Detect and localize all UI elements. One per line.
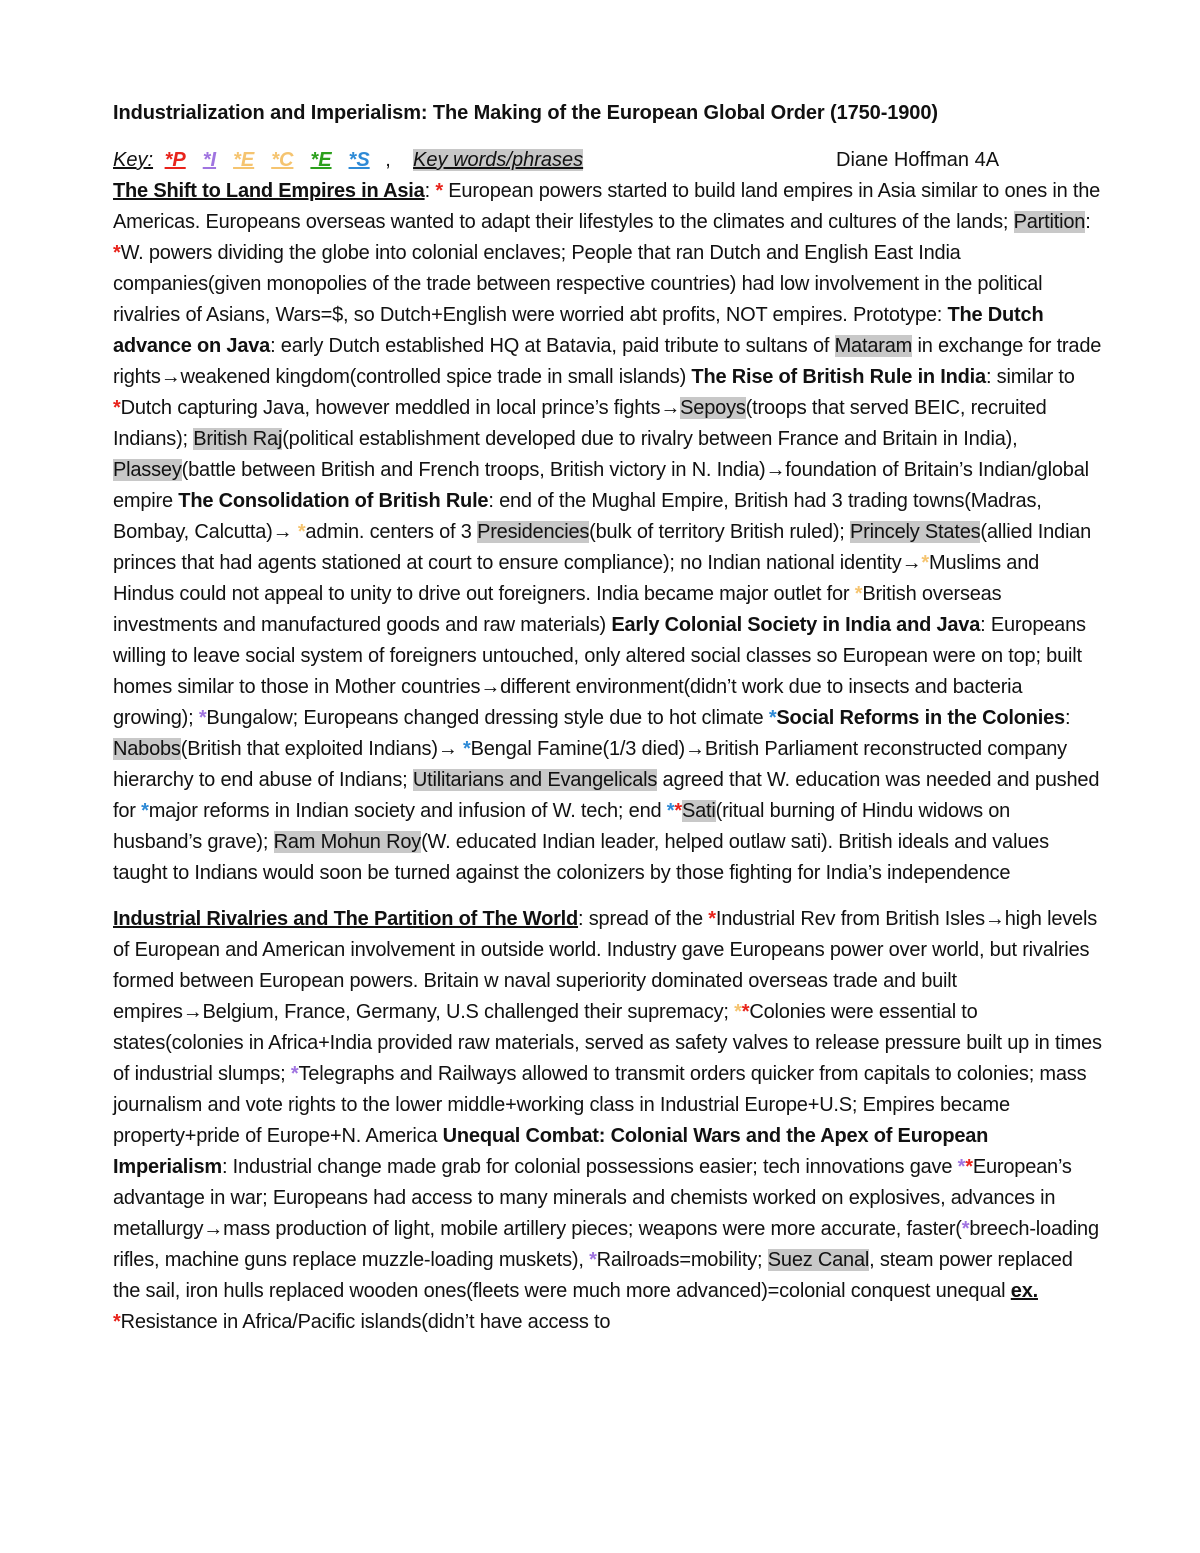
text-run: Bungalow; Europeans changed dressing style due to hot climate — [206, 707, 769, 729]
key-separator: , — [385, 149, 391, 171]
category-marker: * — [708, 908, 716, 930]
text-run: (British that exploited Indians) — [180, 738, 438, 760]
text-run: : — [424, 180, 436, 202]
text-run: : Europeans willing to leave social system of foreigners untouched, only altered social classes so European were on top; built homes similar to those in Mother countries — [113, 614, 1086, 698]
text-run: agreed that W. education was needed and pushed for — [113, 769, 1100, 822]
key-marker: *I — [202, 149, 217, 171]
category-marker: * — [965, 1156, 973, 1178]
key-marker: *E — [233, 149, 255, 171]
key-term: Ram Mohun Roy — [273, 831, 422, 853]
color-key-line — [113, 145, 1102, 176]
category-marker: * — [290, 1063, 299, 1085]
key-term: British Raj — [193, 428, 283, 450]
text-run: in exchange for trade rights — [113, 335, 1102, 388]
key-term: Partition — [1013, 211, 1086, 233]
text-run: : — [1064, 707, 1071, 729]
text-run: European powers started to build land empires in Asia similar to ones in the Americas. Europeans overseas wanted to adapt their lifestyles to the climates and cultures of the lands; — [113, 180, 1101, 233]
text-run: foundation of Britain’s Indian/global empire — [113, 459, 1089, 512]
notes-paragraph — [113, 904, 1102, 1338]
arrow-icon: → — [660, 397, 681, 419]
document-title: Industrialization and Imperialism: The Making of the European Global Order (1750-1900) — [113, 102, 938, 124]
category-marker: * — [113, 1311, 121, 1333]
subheading: Unequal Combat: Colonial Wars and the Apex of European Imperialism — [113, 1125, 989, 1178]
key-marker: *C — [271, 149, 294, 171]
key-term: Presidencies — [477, 521, 590, 543]
arrow-icon: → — [203, 1218, 224, 1240]
text-run: : Industrial change made grab for colonial possessions easier; tech innovations gave — [221, 1156, 958, 1178]
text-run: (battle between British and French troops, British victory in N. India) — [181, 459, 766, 481]
key-term: Utilitarians and Evangelicals — [412, 769, 658, 791]
arrow-icon: → — [480, 676, 501, 698]
category-marker: * — [961, 1218, 970, 1240]
text-run: (troops that served BEIC, recruited Indians); — [113, 397, 1047, 450]
author-name: Diane Hoffman 4A — [836, 149, 1000, 171]
key-term: Plassey — [113, 459, 182, 481]
category-marker: * — [854, 583, 863, 605]
key-marker: *E — [310, 149, 332, 171]
text-run: : spread of the — [578, 908, 709, 930]
key-term: Nabobs — [113, 738, 181, 760]
key-markers — [159, 149, 370, 171]
category-marker: * — [666, 800, 675, 822]
category-marker: * — [141, 800, 149, 822]
key-term: Mataram — [834, 335, 913, 357]
key-label: Key: — [113, 149, 154, 171]
text-run: Belgium, France, Germany, U.S challenged their supremacy; — [202, 1001, 735, 1023]
subheading: Early Colonial Society in India and Java — [611, 614, 981, 636]
arrow-icon: → — [765, 459, 786, 481]
section-heading: The Shift to Land Empires in Asia — [113, 180, 425, 202]
text-run: British Parliament reconstructed company hierarchy to end abuse of Indians; — [113, 738, 1067, 791]
key-marker: *P — [164, 149, 186, 171]
notes-paragraph — [113, 176, 1102, 889]
notes-body — [113, 176, 1102, 1338]
category-marker: * — [734, 1001, 742, 1023]
subheading: The Rise of British Rule in India — [691, 366, 986, 388]
category-marker: * — [589, 1249, 597, 1271]
category-marker: * — [741, 1001, 750, 1023]
text-run: Industrial Rev from British Isles — [715, 908, 985, 930]
text-run: Muslims and Hindus could not appeal to unity to drive out foreigners. India became major outlet for — [113, 552, 1040, 605]
subheading: Social Reforms in the Colonies — [776, 707, 1065, 729]
text-run: (W. educated Indian leader, helped outlaw sati). British ideals and values taught to Indians would soon be turned against the colonizers by those fighting for India’s independence — [113, 831, 1049, 884]
category-marker: * — [674, 800, 682, 822]
category-marker: * — [768, 707, 777, 729]
text-run: Dutch capturing Java, however meddled in local prince’s fights — [120, 397, 661, 419]
category-marker: * — [463, 738, 471, 760]
text-run: mass production of light, mobile artillery pieces; weapons were more accurate, faster( — [223, 1218, 962, 1240]
text-run: : similar to — [985, 366, 1075, 388]
arrow-icon: → — [901, 552, 922, 574]
arrow-icon: → — [272, 521, 293, 543]
subheading: The Consolidation of British Rule — [178, 490, 489, 512]
arrow-icon: → — [160, 366, 181, 388]
category-marker: * — [435, 180, 443, 202]
text-run: Railroads=mobility; — [596, 1249, 768, 1271]
text-run: : end of the Mughal Empire, British had 3 trading towns(Madras, Bombay, Calcutta) — [113, 490, 1042, 543]
text-run: admin. centers of 3 — [305, 521, 478, 543]
category-marker: * — [297, 521, 306, 543]
text-run: : early Dutch established HQ at Batavia, paid tribute to sultans of — [270, 335, 835, 357]
arrow-icon: → — [685, 738, 705, 760]
key-marker: *S — [348, 149, 370, 171]
key-term: Sepoys — [680, 397, 746, 419]
text-run: British overseas investments and manufactured goods and raw materials) — [113, 583, 1002, 636]
text-run: Colonies were essential to states(colonies in Africa+India provided raw materials, served as safety valves to release pressure built up in times of industrial slumps; — [113, 1001, 1102, 1085]
category-marker: * — [198, 707, 207, 729]
text-run: , steam power replaced the sail, iron hulls replaced wooden ones(fleets were much more advanced)=colonial conquest unequal — [113, 1249, 1073, 1302]
text-run: W. powers dividing the globe into colonial enclaves; People that ran Dutch and English East India companies(given monopolies of the trade between respective countries) had low involvement in the political rivalries of Asians, Wars=$, so Dutch+English were worried abt profits, NOT empires. Prototype: — [113, 242, 1043, 326]
text-run: (ritual burning of Hindu widows on husband’s grave); — [113, 800, 1011, 853]
text-run: different environment(didn’t work due to insects and bacteria growing); — [113, 676, 1023, 729]
category-marker: * — [113, 397, 121, 419]
arrow-icon: → — [984, 908, 1005, 930]
key-term: Sati — [681, 800, 716, 822]
text-run: : — [1085, 211, 1091, 233]
keywords-legend: Key words/phrases — [413, 149, 584, 171]
text-run: breech-loading rifles, machine guns replace muzzle-loading muskets), — [113, 1218, 1099, 1271]
text-run: weakened kingdom(controlled spice trade in small islands) — [180, 366, 692, 388]
text-run: Bengal Famine(1/3 died) — [470, 738, 686, 760]
text-run: European’s advantage in war; Europeans had access to many minerals and chemists worked on explosives, advances in metallurgy — [113, 1156, 1072, 1240]
category-marker: * — [113, 242, 121, 264]
section-heading: ex. — [1010, 1280, 1038, 1302]
arrow-icon: → — [437, 738, 458, 760]
text-run: (political establishment developed due to rivalry between France and Britain in India), — [282, 428, 1018, 450]
category-marker: * — [921, 552, 929, 574]
text-run: Resistance in Africa/Pacific islands(didn’t have access to — [120, 1311, 611, 1333]
key-term: Princely States — [850, 521, 981, 543]
arrow-icon: → — [182, 1001, 203, 1023]
text-run: high levels of European and American involvement in outside world. Industry gave Europeans power over world, but rivalries formed between European powers. Britain w naval superiority dominated overseas trade and built empires — [113, 908, 1098, 1023]
text-run: (allied Indian princes that had agents stationed at court to ensure compliance); no Indian national identity — [113, 521, 1092, 574]
category-marker: * — [957, 1156, 966, 1178]
text-run: major reforms in Indian society and infusion of W. tech; end — [148, 800, 667, 822]
text-run: (bulk of territory British ruled); — [589, 521, 851, 543]
section-heading: Industrial Rivalries and The Partition of The World — [113, 908, 579, 930]
subheading: The Dutch advance on Java — [113, 304, 1044, 357]
text-run: Telegraphs and Railways allowed to transmit orders quicker from capitals to colonies; mass journalism and vote rights to the lower middle+working class in Industrial Europe+U.S; Empires became property+pride of Europe+N. America — [113, 1063, 1087, 1147]
key-term: Suez Canal — [767, 1249, 870, 1271]
